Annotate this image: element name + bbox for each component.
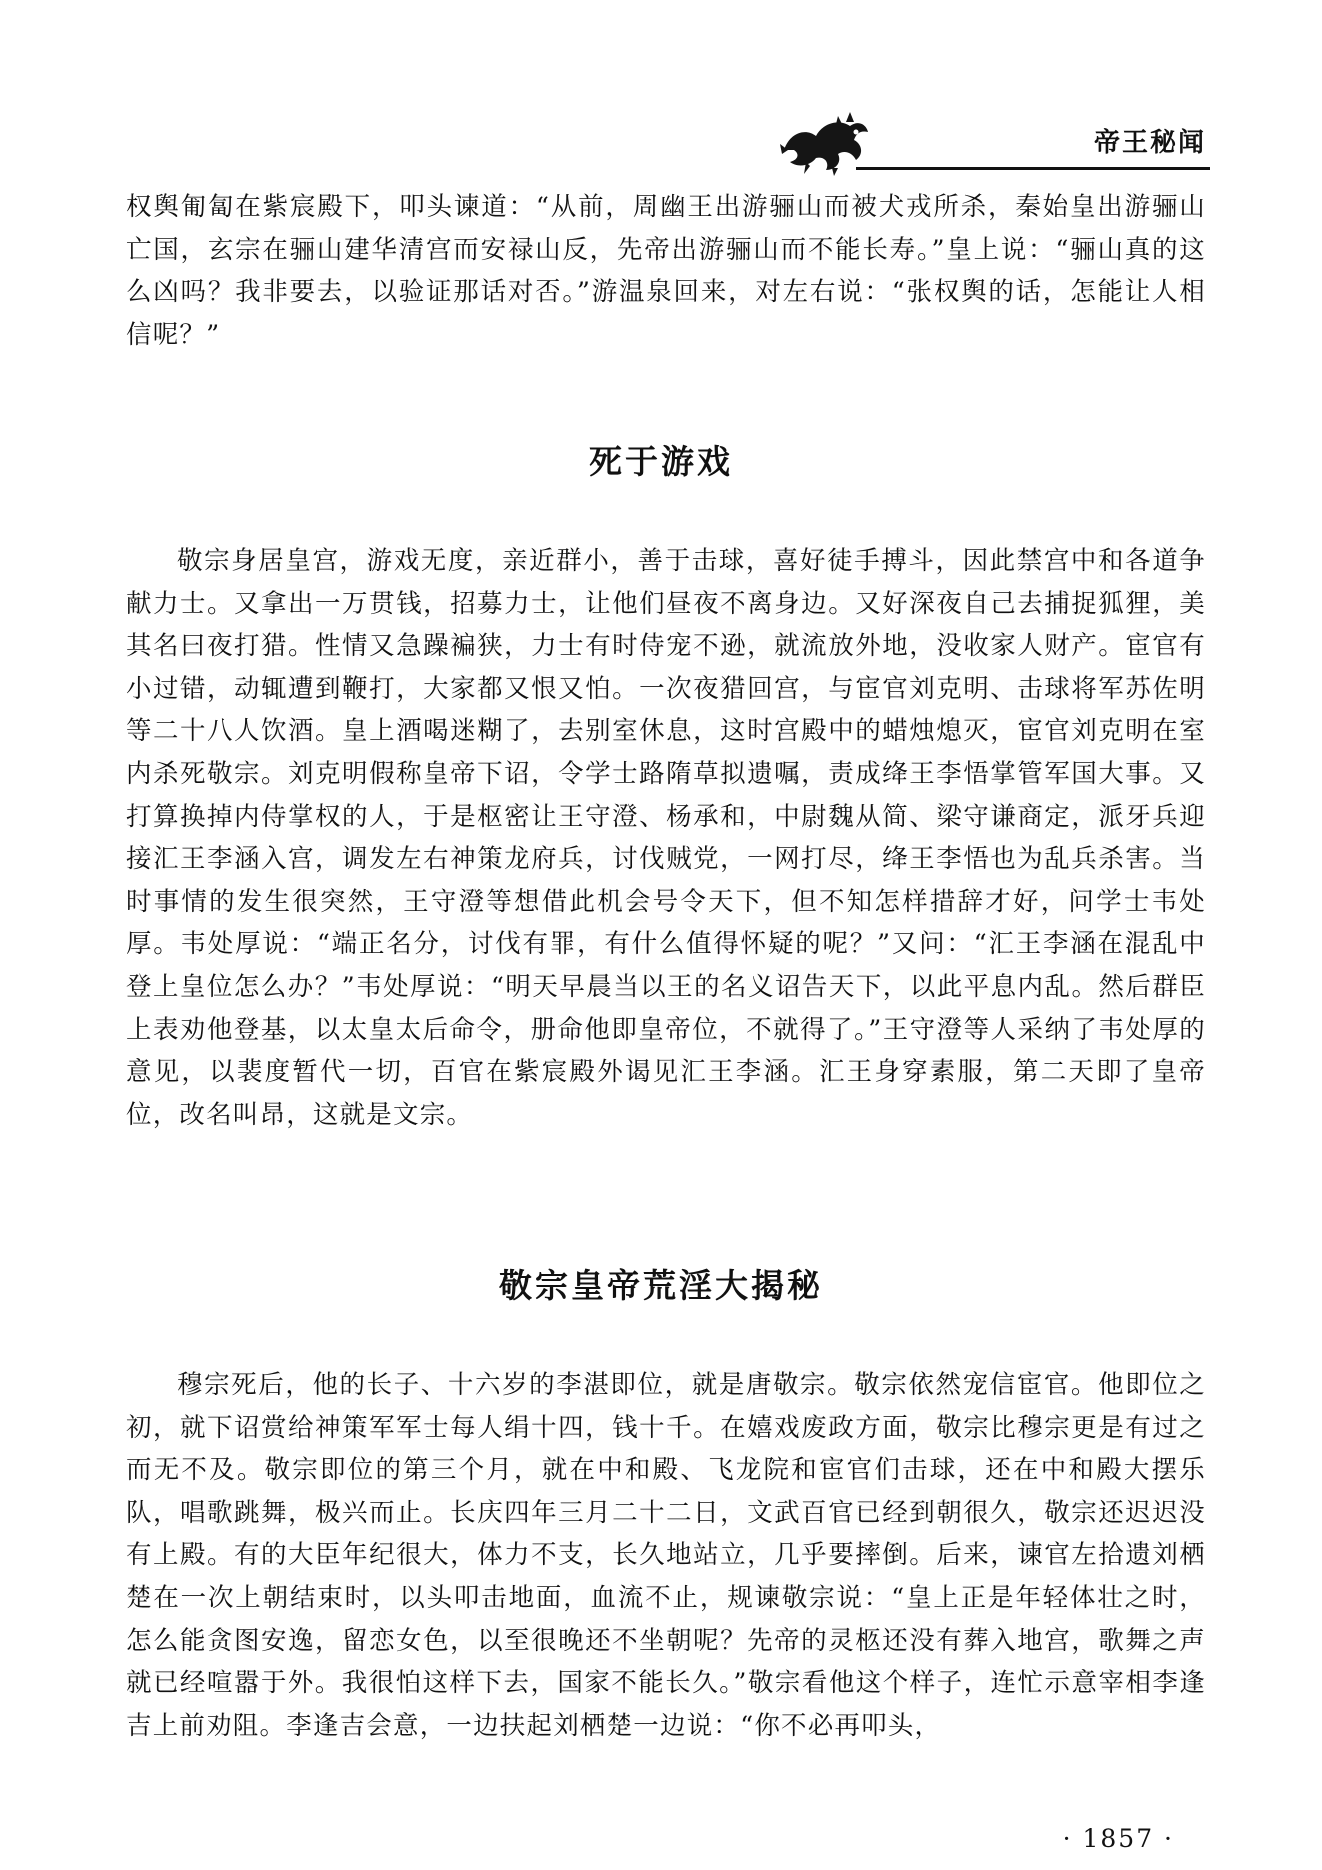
running-header-title: 帝王秘闻	[1093, 128, 1206, 158]
section1-paragraph: 敬宗身居皇宫，游戏无度，亲近群小，善于击球，喜好徒手搏斗，因此禁宫中和各道争献力士。又拿出一万贯钱，招募力士，让他们昼夜不离身边。又好深夜自己去捕捉狐狸，美其名曰夜打猎。性情又急躁褊狭，力士有时侍宠不逊，就流放外地，没收家人财产。宦官有小过错，动辄遭到鞭打，大家都又恨又怕。一次夜猎回宫，与宦官刘克明、击球将军苏佐明等二十八人饮酒。皇上酒喝迷糊了，去别室休息，这时宫殿中的蜡烛熄灭，宦官刘克明在室内杀死敬宗。刘克明假称皇帝下诏，令学士路隋草拟遗嘱，责成绛王李悟掌管军国大事。又打算换掉内侍掌权的人，于是枢密让王守澄、杨承和，中尉魏从简、梁守谦商定，派牙兵迎接汇王李涵入宫，调发左右神策龙府兵，讨伐贼党，一网打尽，绛王李悟也为乱兵杀害。当时事情的发生很突然，王守澄等想借此机会号令天下，但不知怎样措辞才好，问学士韦处厚。韦处厚说：“端正名分，讨伐有罪，有什么值得怀疑的呢？”又问：“汇王李涵在混乱中登上皇位怎么办？”韦处厚说：“明天早晨当以王的名义诏告天下，以此平息内乱。然后群臣上表劝他登基，以太皇太后命令，册命他即皇帝位，不就得了。”王守澄等人采纳了韦处厚的意见，以裴度暂代一切，百官在紫宸殿外谒见汇王李涵。汇王身穿素服，第二天即了皇帝位，改名叫昂，这就是文宗。	[126, 546, 1206, 1130]
section2-paragraph: 穆宗死后，他的长子、十六岁的李湛即位，就是唐敬宗。敬宗依然宠信宦官。他即位之初，就下诏赏给神策军军士每人绢十四，钱十千。在嬉戏废政方面，敬宗比穆宗更是有过之而无不及。敬宗即位的第三个月，就在中和殿、飞龙院和宦官们击球，还在中和殿大摆乐队，唱歌跳舞，极兴而止。长庆四年三月二十二日，文武百官已经到朝很久，敬宗还迟迟没有上殿。有的大臣年纪很大，体力不支，长久地站立，几乎要摔倒。后来，谏官左拾遗刘栖楚在一次上朝结束时，以头叩击地面，血流不止，规谏敬宗说：“皇上正是年轻体壮之时，怎么能贪图安逸，留恋女色，以至很晚还不坐朝呢？先帝的灵柩还没有葬入地宫，歌舞之声就已经喧嚣于外。我很怕这样下去，国家不能长久。”敬宗看他这个样子，连忙示意宰相李逢吉上前劝阻。李逢吉会意，一边扶起刘栖楚一边说：“你不必再叩头，	[126, 1370, 1206, 1741]
page-header	[0, 0, 1322, 180]
intro-paragraph: 权舆匍匐在紫宸殿下，叩头谏道：“从前，周幽王出游骊山而被犬戎所杀，秦始皇出游骊山亡国，玄宗在骊山建华清宫而安禄山反，先帝出游骊山而不能长寿。”皇上说：“骊山真的这么凶吗？我非要去，以验证那话对否。”游温泉回来，对左右说：“张权舆的话，怎能让人相信呢？”	[126, 192, 1206, 350]
section-heading-jingzong-revealed: 敬宗皇帝荒淫大揭秘	[499, 1266, 823, 1305]
section-heading-death-by-games: 死于游戏	[589, 442, 733, 481]
header-rule	[856, 167, 1210, 170]
page-number: · 1857 ·	[1062, 1824, 1174, 1853]
